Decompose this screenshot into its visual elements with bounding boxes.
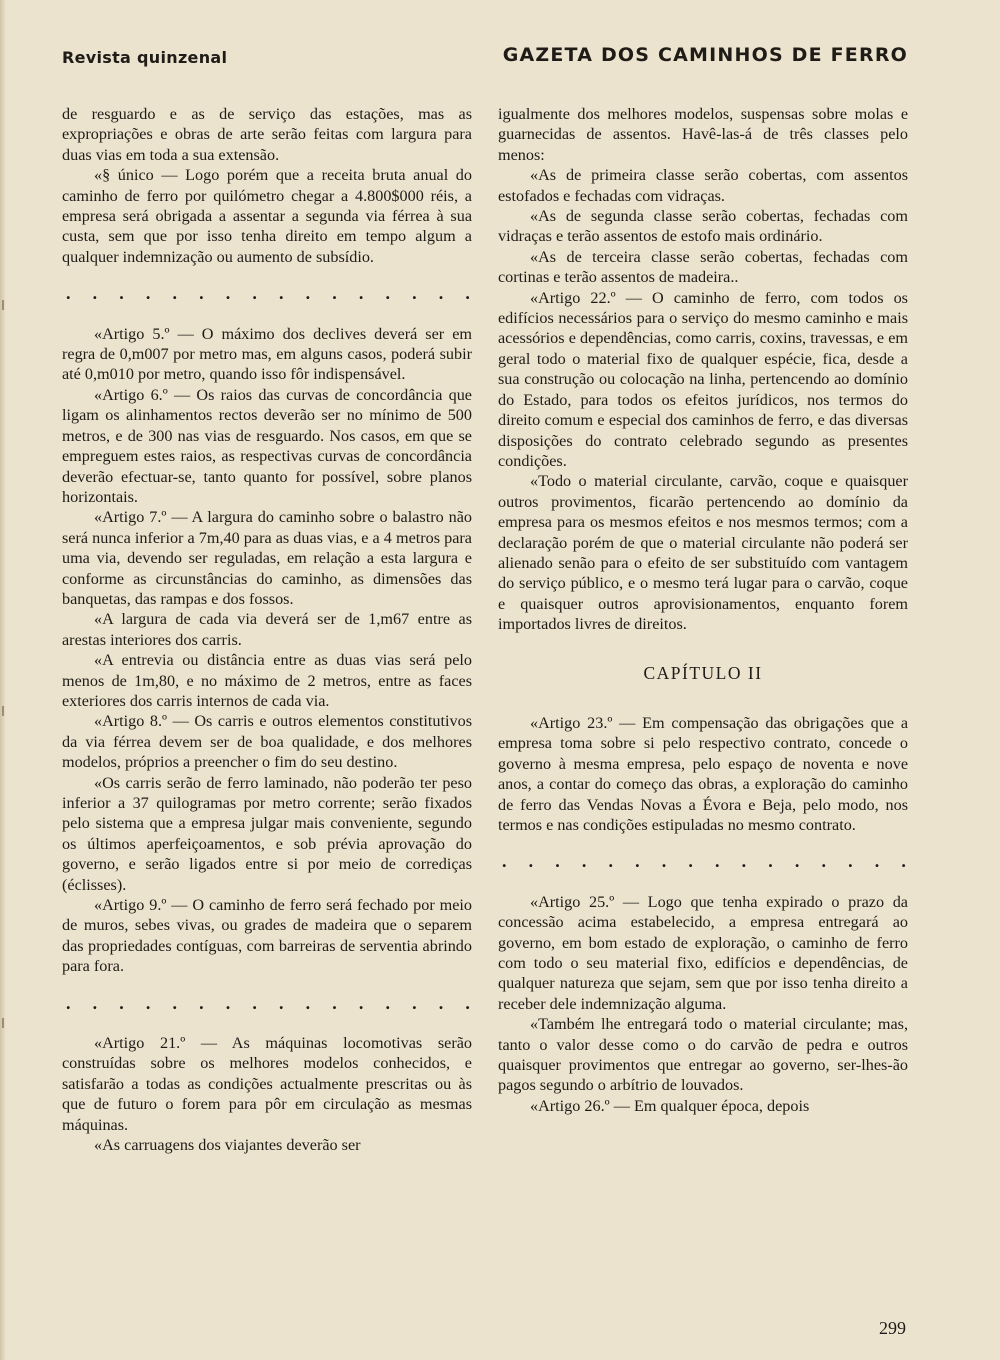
- ellipsis-separator: . . . . . . . . . . . . . . . .: [502, 851, 906, 872]
- running-header: [62, 44, 908, 70]
- ellipsis-separator: . . . . . . . . . . . . . . . .: [66, 283, 470, 304]
- paragraph: «Os carris serão de ferro laminado, não poderão ter peso inferior a 37 quilogramas por metro corrente; serão fixados pelo sistema que a empresa julgar mais conveniente, segundo os últimos aperfeiçoamentos, e sob prévia aprovação do governo, e serão ligados entre si por meio de corrediças (éclisses).: [62, 773, 472, 894]
- paragraph: «§ único — Logo porém que a receita bruta anual do caminho de ferro por quilómetro chegar a 4.800$000 réis, a empresa será obrigada a assentar a segunda via férrea à sua custa, sem que por isso tenha direito em tempo algum a qualquer indemnização ou aumento de subsídio.: [62, 166, 472, 266]
- paragraph: «Também lhe entregará todo o material circulante; mas, tanto o valor desse como o do carvão de pedra e outros quaisquer provimentos que entregar ao governo, ser-lhes-ão pagos segundo o arbítrio de louvados.: [498, 1015, 908, 1095]
- right-column: [498, 104, 908, 1116]
- paragraph: «As carruagens dos viajantes deverão ser: [94, 1136, 361, 1155]
- paragraph: «A largura de cada via deverá ser de 1,m67 entre as arestas interiores dos carris.: [62, 610, 472, 649]
- paragraph: «Artigo 26.º — Em qualquer época, depois: [530, 1096, 810, 1115]
- paragraph: «Artigo 22.º — O caminho de ferro, com todos os edifícios necessários para o serviço do mesmo caminho e mais acessórios e dependências, como carris, coxins, travessas, e em geral todo o material fixo de qualquer espécie, fica, desde a sua construção ou colocação na linha, pertencendo ao domínio do Estado, para todos os efeitos jurídicos, nos termos do direito comum e especial dos caminhos de ferro, e das diversas disposições do contrato celebrado segundo as presentes condições.: [498, 288, 908, 470]
- ellipsis-separator: . . . . . . . . . . . . . . . .: [66, 992, 470, 1013]
- paragraph: «Todo o material circulante, carvão, coque e quaisquer outros provimentos, ficarão pertencendo ao domínio da empresa para os mesmos efeitos e nos mesmos termos; com a declaração porém de que o material circulante não poderá ser alienado senão para o efeito de ser substituído com vantagem do serviço público, e o mesmo terá lugar para o carvão, coque e quaisquer outros aprovisionamentos, enquanto forem importados livres de direitos.: [498, 472, 908, 634]
- paragraph: «Artigo 7.º — A largura do caminho sobre o balastro não será nunca inferior a 7m,40 para as duas vias, e a 4 metros para uma via, devendo ser reguladas, em relação a esta largura e conforme as circunstâncias do caminho, as dimensões das banquetas, das rampas e dos fossos.: [62, 508, 472, 608]
- margin-mark: [2, 706, 8, 716]
- paragraph: «Artigo 6.º — Os raios das curvas de concordância que ligam os alinhamentos rectos deverão ser no mínimo de 500 metros, e de 300 nas vias de resguardo. Nos casos, em que se empreguem estes raios, as respectivas curvas de concordância deverão efectuar-se, tanto quanto for possível, sobre planos horizontais.: [62, 385, 472, 506]
- paragraph: «Artigo 5.º — O máximo dos declives deverá ser em regra de 0,m007 por metro mas, em alguns casos, poderá subir até 0,m010 por metro, quando isso fôr indispensável.: [62, 324, 472, 384]
- paragraph: «As de primeira classe serão cobertas, com assentos estofados e fechadas com vidraças.: [498, 166, 908, 205]
- header-periodicity: Revista quinzenal: [62, 48, 228, 67]
- paragraph: «Artigo 8.º — Os carris e outros elementos constitutivos da via férrea devem ser de boa qualidade, e dos melhores modelos, próprios a preencher o fim do seu destino.: [62, 712, 472, 772]
- chapter-heading: CAPÍTULO II: [643, 662, 763, 683]
- paragraph: «Artigo 9.º — O caminho de ferro será fechado por meio de muros, sebes vivas, ou grades de madeira que o separem das propriedades contíguas, com barreiras de serventia abrindo para fora.: [62, 896, 472, 976]
- paragraph: «As de segunda classe serão cobertas, fechadas com vidraças e terão assentos de estofo mais ordinário.: [498, 207, 908, 246]
- paragraph: «A entrevia ou distância entre as duas vias será pelo menos de 1m,80, e no máximo de 2 metros, entre as faces exteriores dos carris internos de cada via.: [62, 651, 472, 710]
- paragraph: de resguardo e as de serviço das estações, mas as expropriações e obras de arte serão feitas com largura para duas vias em toda a sua extensão.: [62, 105, 472, 164]
- margin-mark: [2, 1018, 8, 1028]
- paragraph: «Artigo 23.º — Em compensação das obrigações que a empresa toma sobre si pelo respectivo contrato, concede o governo à mesma empresa, pelo espaço de noventa e nove anos, a contar do começo das obras, a exploração do caminho de ferro das Vendas Novas a Évora e Beja, pelo modo, nos termos e nas condições estipuladas no mesmo contrato.: [498, 713, 908, 834]
- paragraph: «Artigo 25.º — Logo que tenha expirado o prazo da concessão acima estabelecido, a empresa entregará ao governo, em bom estado de exploração, o caminho de ferro com todo o seu material fixo, edifícios e dependências, de qualquer natureza que sejam, sem que por isso tenha direito a receber dele indemnização alguma.: [498, 892, 908, 1013]
- paragraph: «Artigo 21.º — As máquinas locomotivas serão construídas sobre os melhores modelos conhecidos, e satisfarão a todas as condições actualmente prescritas ou às que de futuro o forem para pôr em circulação as mesmas máquinas.: [62, 1034, 472, 1134]
- margin-mark: [2, 300, 8, 310]
- header-journal-title: GAZETA DOS CAMINHOS DE FERRO: [502, 44, 908, 66]
- paragraph: igualmente dos melhores modelos, suspensas sobre molas e guarnecidas de assentos. Havê-las-á de três classes pelo menos:: [498, 105, 908, 164]
- page-number: 299: [879, 1318, 906, 1338]
- left-column: [62, 104, 472, 1156]
- page-edge: [0, 0, 6, 1360]
- paragraph: «As de terceira classe serão cobertas, fechadas com cortinas e terão assentos de madeira..: [498, 247, 908, 287]
